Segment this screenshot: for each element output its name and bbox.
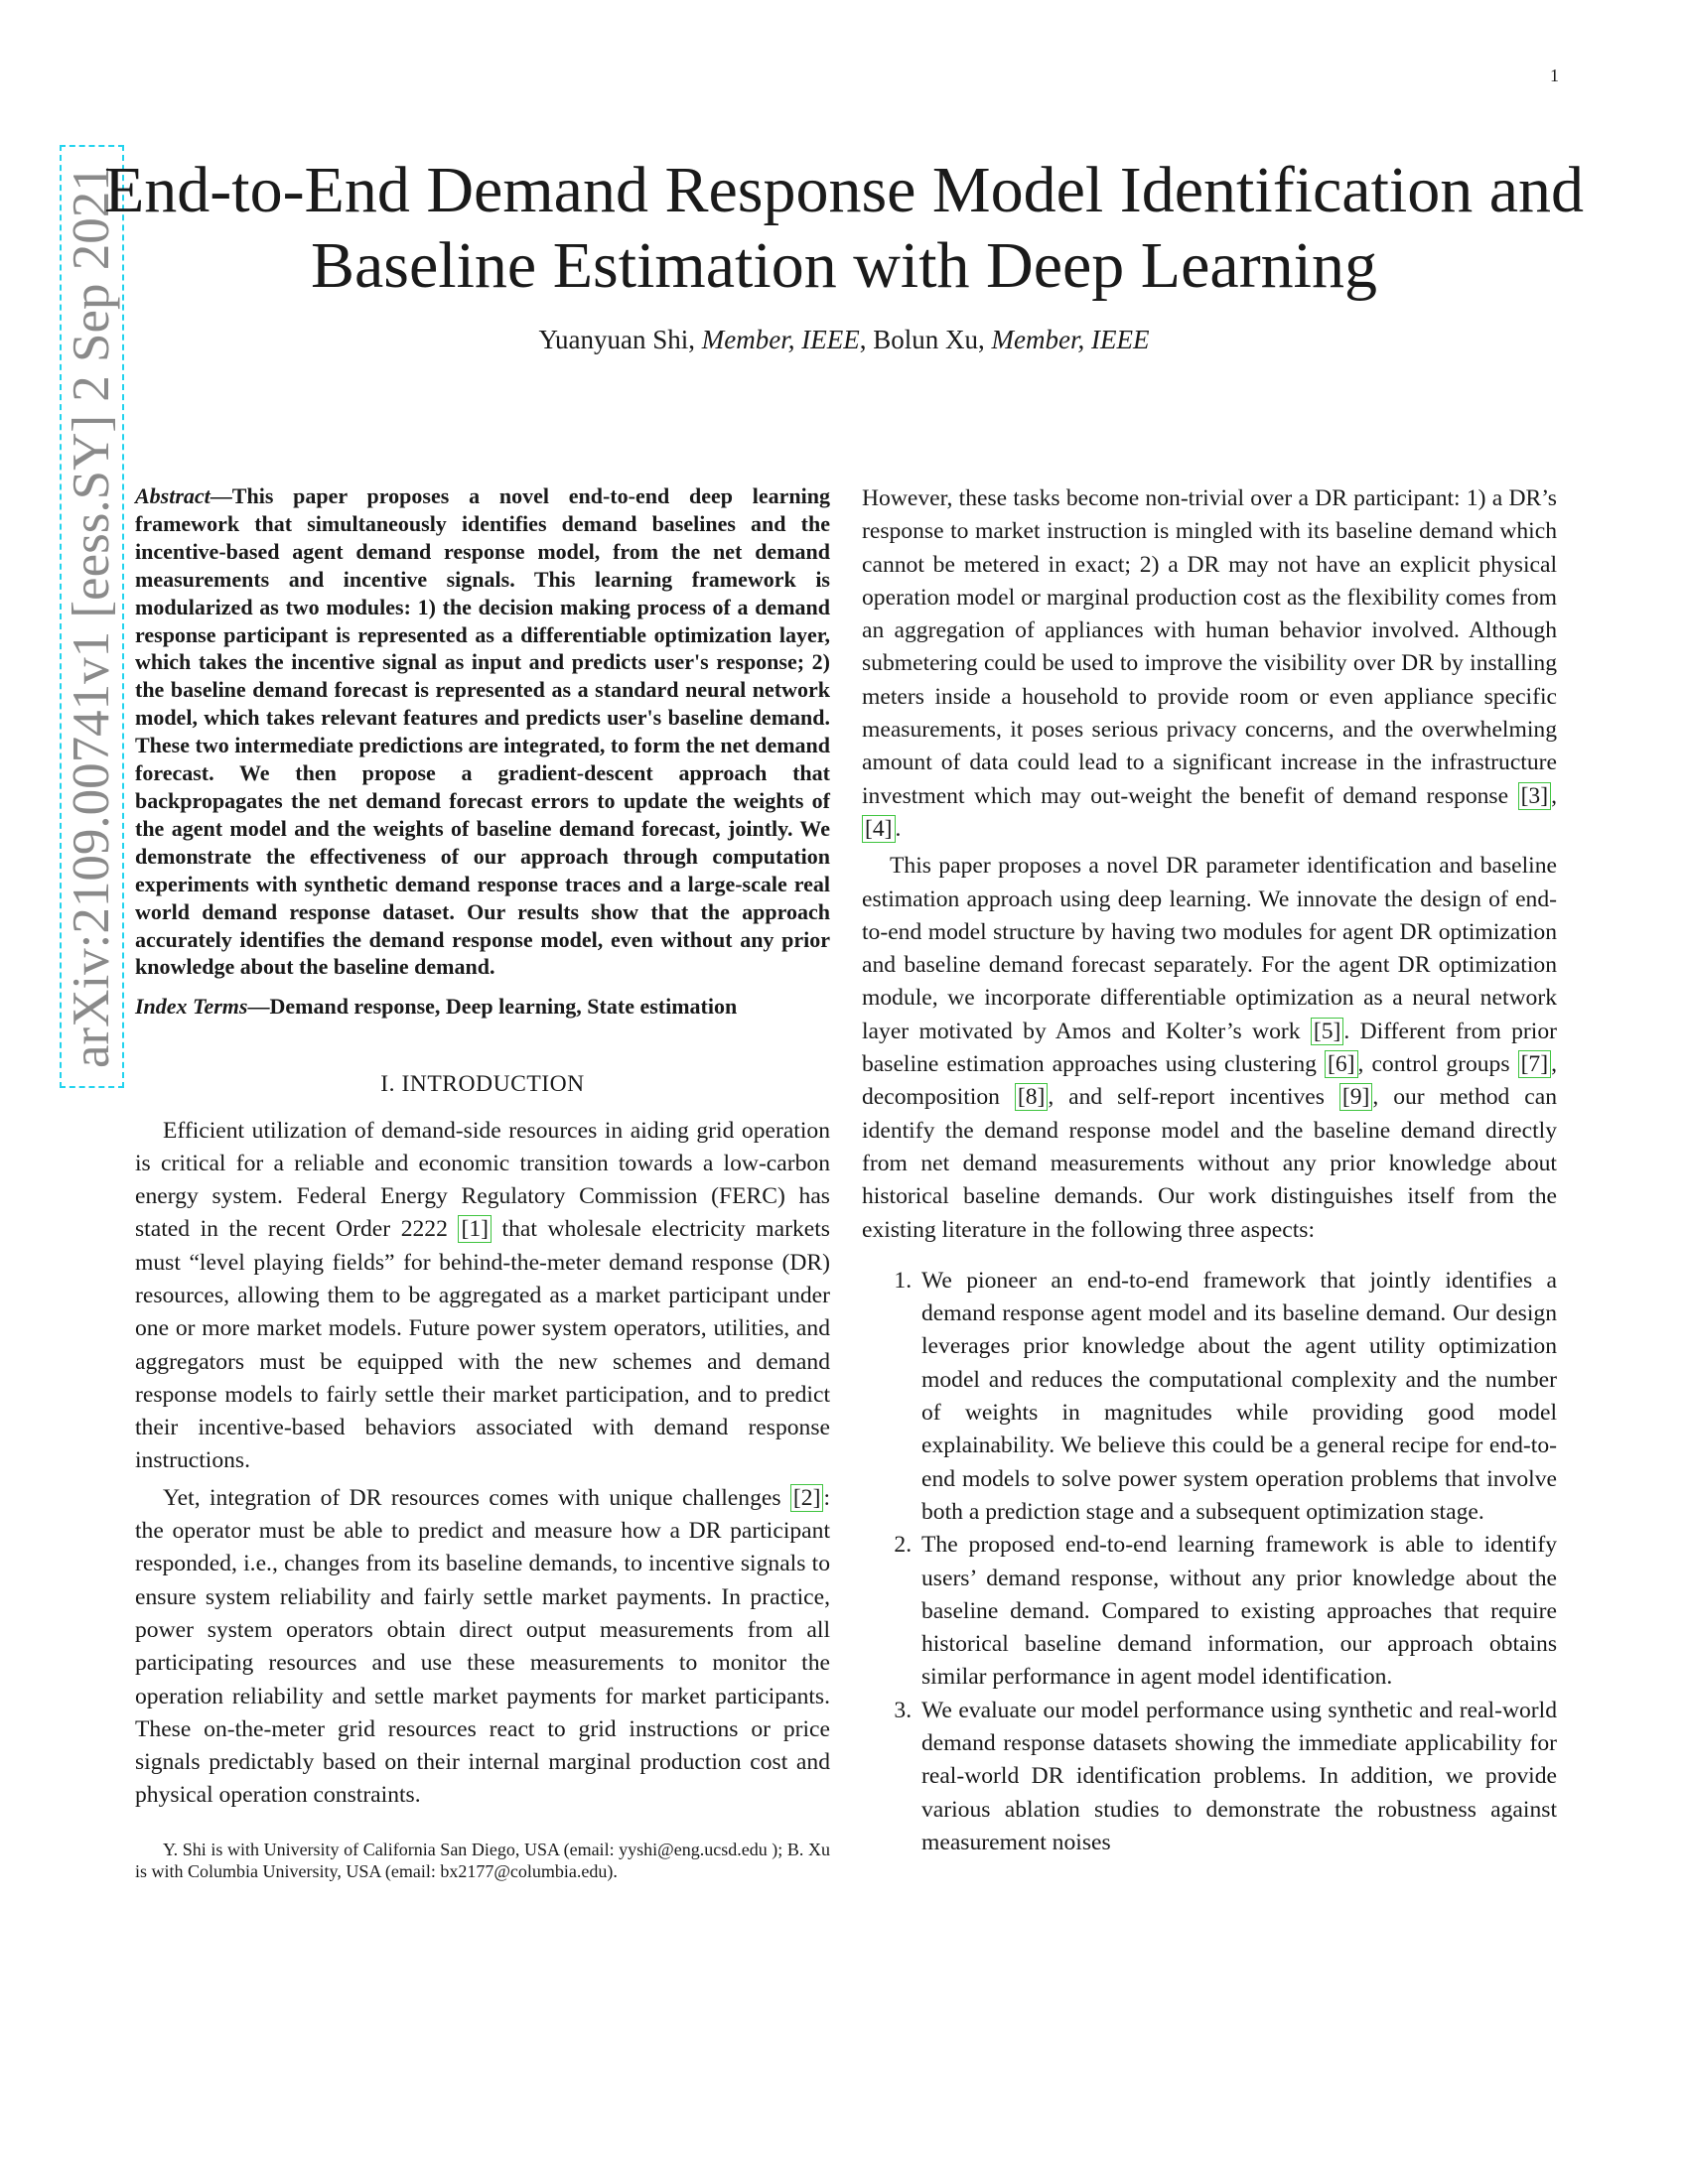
citation-link[interactable]: [6] [1325,1050,1358,1078]
intro-p3-text-b: . [895,815,902,842]
contributions-list [862,1265,1557,1859]
left-column [135,482,830,1883]
intro-paragraph-1 [135,1115,830,1478]
intro-p4-text-a: This paper proposes a novel DR parameter identification and baseline estimation approach using deep learning. We innovate the design of end-to-end model structure by having two modules for agent DR optimization and baseline demand forecast separately. For the agent DR optimization module, we incorporate differentiable optimization as a neural network layer motivated by Amos and Kolter’s work [862,853,1557,1044]
citation-link[interactable]: [5] [1311,1018,1344,1045]
intro-p1-text-b: that wholesale electricity markets must “level playing fields” for behind-the-meter demand response (DR) resources, allowing them to be aggregated as a market participant under one or more market models. Future power system operators, utilities, and aggregators must be equipped with the new schemes and demand response models to fairly settle their market participation, and to predict their incentive-based behaviors associated with demand response instructions. [135,1216,830,1474]
author-1-name: Yuanyuan Shi, [538,325,696,354]
list-item: 1. We pioneer an end-to-end framework that jointly identifies a demand response agent model and its baseline demand. Our design leverages prior knowledge about the agent utility optimization model and reduces the computational complexity and the number of weights in magnitudes while providing good model explainability. We believe this could be a general recipe for end-to-end models to solve power system operation problems that involve both a prediction stage and a subsequent optimization stage. [917,1265,1557,1529]
citation-link[interactable]: [7] [1518,1050,1552,1078]
section-heading-introduction: I. INTRODUCTION [380,1071,585,1098]
right-column [862,482,1557,1859]
abstract-text: —This paper proposes a novel end-to-end deep learning framework that simultaneously identifies demand baselines and the incentive-based agent demand response model, from the net demand measurements and incentive signals. This learning framework is modularized as two modules: 1) the decision making process of a demand response participant is represented as a differentiable optimization layer, which takes the incentive signal as input and predicts user's response; 2) the baseline demand forecast is represented as a standard neural network model, which takes relevant features and predicts user's baseline demand. These two intermediate predictions are integrated, to form the net demand forecast. We then propose a gradient-descent approach that backpropagates the net demand forecast errors to update the weights of the agent model and the weights of baseline demand forecast, jointly. We demonstrate the effectiveness of our approach through computation experiments with synthetic demand response traces and a large-scale real world demand response dataset. Our results show that the approach accurately identifies the demand response model, even without any prior knowledge about the baseline demand. [135,483,831,980]
citation-link[interactable]: [8] [1015,1083,1049,1111]
intro-p2-text-a: Yet, integration of DR resources comes with unique challenges [163,1484,790,1511]
page-number: 1 [1550,66,1559,85]
intro-p2-text-b: : the operator must be able to predict and measure how a DR participant responded, i.e., changes from its baseline demands, to incentive signals to ensure system reliability and fairly settle market payments. In practice, power system operators obtain direct output measurements from all participating resources and use these measurements to monitor the operation reliability and settle market payments for market participants. These on-the-meter grid resources react to grid instructions or price signals predictably based on their internal marginal production cost and physical operation constraints. [135,1484,830,1809]
abstract [135,482,830,981]
intro-p4-text-b: . Different from prior baseline estimation approaches using clustering [862,1018,1557,1078]
citation-link[interactable]: [1] [458,1215,492,1243]
index-terms-text: —Demand response, Deep learning, State estimation [247,994,738,1020]
author-line [99,325,1589,355]
citation-link[interactable]: [3] [1518,782,1552,810]
intro-p4-text-d: , decomposition [862,1051,1557,1111]
intro-p3-text-a: However, these tasks become non-trivial over a DR participant: 1) a DR’s response to market instruction is mingled with its baseline demand which cannot be metered in exact; 2) a DR may not have an explicit physical operation model or marginal production cost as the flexibility comes from an aggregation of appliances with human behavior involved. Although submetering could be used to improve the visibility over DR by installing meters inside a household to provide room or even appliance specific measurements, it poses serious privacy concerns, and the overwhelming amount of data could lead to a significant increase in the infrastructure investment which may out-weight the benefit of demand response [862,485,1557,809]
author-1-role: Member, IEEE [701,325,860,354]
author-affiliation-footnote: Y. Shi is with University of California San Diego, USA (email: yyshi@eng.ucsd.edu ); B. Xu is with Columbia University, USA (email: bx2177@columbia.edu). [135,1839,830,1882]
intro-paragraph-3 [862,482,1557,846]
list-item: 3. We evaluate our model performance using synthetic and real-world demand response datasets showing the immediate applicability for real-world DR identification problems. In addition, we provide various ablation studies to demonstrate the robustness against measurement noises [917,1695,1557,1859]
citation-link[interactable]: [9] [1339,1083,1373,1111]
intro-paragraph-4 [862,850,1557,1247]
author-2-role: Member, IEEE [991,325,1150,354]
paper-title: End-to-End Demand Response Model Identification and Baseline Estimation with Deep Learning [103,154,1585,302]
citation-separator: , [1551,782,1557,809]
citation-link[interactable]: [2] [790,1484,824,1512]
intro-p4-text-c: , control groups [1357,1051,1518,1078]
index-terms-lead: Index Terms [135,994,248,1020]
intro-paragraph-2 [135,1482,830,1813]
intro-p4-text-e: , and self-report incentives [1048,1084,1339,1111]
index-terms [135,993,830,1021]
author-2-name: , Bolun Xu, [859,325,985,354]
abstract-lead: Abstract [135,483,211,508]
intro-p1-text-a: Efficient utilization of demand-side resources in aiding grid operation is critical for a reliable and economic transition towards a low-carbon energy system. Federal Energy Regulatory Commission (FERC) has stated in the recent Order 2222 [135,1117,830,1243]
list-item: 2. The proposed end-to-end learning framework is able to identify users’ demand response, without any prior knowledge about the baseline demand. Compared to existing approaches that require historical baseline demand information, our approach obtains similar performance in agent model identification. [917,1529,1557,1694]
citation-link[interactable]: [4] [862,815,896,843]
arxiv-identifier-stamp: arXiv:2109.00741v1 [eess.SY] 2 Sep 2021 [60,145,124,1088]
intro-p4-text-f: , our method can identify the demand response model and the baseline demand directly from net demand measurements without any prior knowledge about historical baseline demands. Our work distinguishes itself from the existing literature in the following three aspects: [862,1084,1557,1243]
